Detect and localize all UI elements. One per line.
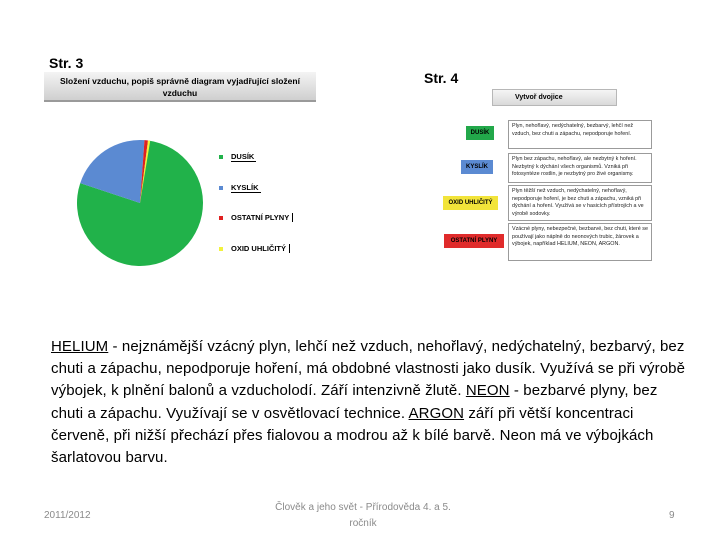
matching-pairs-figure (440, 88, 655, 263)
term-argon: ARGON (408, 404, 465, 422)
legend-item-kyslik (219, 183, 339, 197)
footer-subject: Člověk a jeho svět - Přírodověda 4. a 5. ročník (275, 502, 451, 529)
gas-description-text (51, 336, 691, 469)
description-4: Vzácné plyny, nebezpečné, bezbarvé, bez chuti, které se používají jako náplně do neonových trubic, žárovek a výbojek, například HELIUM, NEON, ARGON. (508, 223, 652, 261)
gas-box-kyslik: KYSLÍK (461, 160, 493, 174)
term-helium: HELIUM (51, 338, 109, 355)
footer-page-number: 9 (669, 510, 675, 521)
description-2: Plyn bez zápachu, nehořlavý, ale nezbytný k hoření. Nezbytný k dýchání všech organismů. Vzniká při fotosyntéze rostlin, je nezbytný pro živé organismy. (508, 153, 652, 183)
legend-item-oxid-uhlicity (219, 244, 339, 258)
air-composition-pie (74, 137, 206, 269)
legend-label-ostatni-plyny: OSTATNÍ PLYNY (231, 213, 293, 222)
term-neon: NEON (465, 382, 510, 400)
gas-box-oxid-uhlicity: OXID UHLIČITÝ (443, 196, 498, 210)
footer-year: 2011/2012 (44, 510, 91, 521)
legend-label-kyslik: KYSLÍK (231, 183, 259, 192)
legend-label-oxid-uhlicity: OXID UHLIČITÝ (231, 244, 290, 253)
chart-title: Složení vzduchu, popiš správně diagram vyjadřující složení vzduchu (44, 72, 316, 102)
gas-box-dusik: DUSÍK (466, 126, 494, 140)
legend-swatch-dusik (219, 155, 223, 159)
description-1: Plyn, nehořlavý, nedýchatelný, bezbarvý, lehčí než vzduch, bez chuti a zápachu, nepodporuje hoření. (508, 120, 652, 149)
text-neon: - bezbarvé plyny, bez chuti a zápachu. Využívají se v osvětlovací technice. (51, 382, 658, 422)
legend-swatch-kyslik (219, 186, 223, 190)
legend-label-dusik: DUSÍK (231, 152, 255, 161)
text-argon: září při větší koncentraci červeně, při nižší přechází přes fialovou a modrou až k bílé barvě. Neon má ve výbojkách šarlatovou barvu. (51, 404, 654, 467)
legend-swatch-ostatni-plyny (219, 216, 223, 220)
air-composition-figure (44, 72, 316, 262)
page-label-str4: Str. 4 (424, 70, 459, 86)
legend-item-dusik (219, 152, 339, 166)
page-label-str3: Str. 3 (49, 55, 84, 71)
description-3: Plyn těžší než vzduch, nedýchatelný, nehořlavý, nepodporuje hoření, je bez chuti a zápachu, vzniká při dýchání a hoření. Využívá se v hasicích přístrojích a ve výrobě sodovky. (508, 185, 652, 221)
matching-title: Vytvoř dvojice (492, 89, 617, 106)
legend-item-ostatni-plyny (219, 213, 339, 227)
legend-swatch-oxid-uhlicity (219, 247, 223, 251)
text-helium: - nejznámější vzácný plyn, lehčí než vzduch, nehořlavý, nedýchatelný, bezbarvý, bez chuti a zápachu, nepodporuje hoření, má obdobné vlastnosti jako dusík. Využívá se při výrobě výbojek, k plnění balonů a vzducholodí. Září intenzivně žlutě. (51, 338, 686, 400)
gas-box-ostatni-plyny: OSTATNÍ PLYNY (444, 234, 504, 248)
